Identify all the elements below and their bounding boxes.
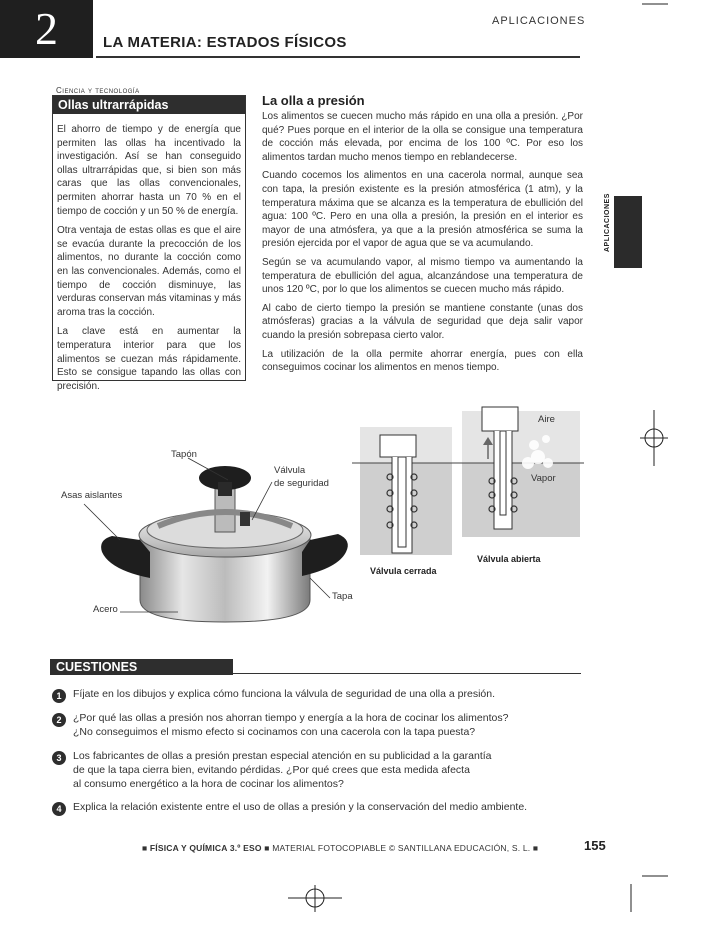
box-paragraph: La clave está en aumentar la temperatura interior para que los alimentos se cuezan más rápidamente. Esto se consigue tapando las ollas con precisión. [57,326,241,392]
question-text: Los fabricantes de ollas a presión prestan especial atención en su publicidad a la garantía de que la tapa cierra bien, evitando pérdidas. ¿Por qué crees que esta medida afecta al consumo energético a la hora de cocinar los alimentos? [73,750,492,790]
label-valvula-cerrada: Válvula cerrada [370,566,437,576]
label-valvula-2: de seguridad [274,478,329,489]
label-tapa: Tapa [332,591,353,602]
label-valvula-abierta: Válvula abierta [477,554,541,564]
box-kicker: Ciencia y tecnología [56,86,140,95]
side-tab-label: APLICACIONES [604,193,611,252]
article-paragraph: La utilización de la olla permite ahorrar energía, pues con ella conseguimos cocinar los alimentos en menos tiempo. [262,348,583,374]
valve-diagrams [352,405,584,575]
label-asas: Asas aislantes [61,490,123,501]
questions-rule [233,673,581,674]
label-valvula: Válvula [274,465,306,476]
article-paragraph: Al cabo de cierto tiempo la presión se mantiene constante (unas dos atmósferas) gracias a la válvula de seguridad que deja salir vapor cuando la presión sobrepasa cierto valor. [262,302,583,341]
footer [142,843,538,853]
box-paragraph: Otra ventaja de estas ollas es que el aire se evacúa durante la precocción de los alimentos, no durante la cocción como en las convencionales. Además, como el tiempo de cocción disminuye, las verduras conservan más vitaminas y más aroma tras la cocción. [57,225,241,318]
questions-heading: CUESTIONES [50,659,233,675]
section-label: APLICACIONES [492,15,586,27]
question-text: Fíjate en los dibujos y explica cómo funciona la válvula de seguridad de una olla a presión. [73,688,496,700]
article-title: La olla a presión [262,93,365,108]
question-number: 2 [52,713,66,727]
question-text: ¿Por qué las ollas a presión nos ahorran tiempo y energía a la hora de cocinar los alimentos? ¿No conseguimos el mismo efecto si cocinamos con una cacerola con la tapa puesta? [73,712,509,738]
box-title: Ollas ultrarrápidas [53,96,245,114]
question-number: 4 [52,802,66,816]
footer-bullet: ■ [142,843,150,853]
footer-book: FÍSICA Y QUÍMICA 3.º ESO [149,843,262,853]
article-paragraph: Los alimentos se cuecen mucho más rápido en una olla a presión. ¿Por qué? Pues porque en el interior de la olla se consigue una temperatura de cocción más elevada, por encima de los 100 ºC. Por eso los alimentos tardan mucho menos tiempo en reblandecerse. [262,111,583,163]
label-vapor: Vapor [531,473,556,484]
label-aire: Aire [538,414,555,425]
question-number: 1 [52,689,66,703]
footer-copyright: MATERIAL FOTOCOPIABLE © SANTILLANA EDUCACIÓN, S. L. [272,843,531,853]
box-paragraph: El ahorro de tiempo y de energía que permiten las ollas ha incentivado la investigación. Así se han conseguido ollas ultrarrápidas que, si bien son más caras que las ollas convencionales, permiten ahorrar hasta un 70 % en el tiempo de cocción y un 50 % de energía. [57,124,241,217]
article-paragraph: Cuando cocemos los alimentos en una cacerola normal, aunque sea con tapa, la presión existente es la presión atmosférica (1 atm), y la temperatura máxima que se alcanza es la temperatura de ebullición del agua: 100 ºC. Pero en una olla a presión, la presión en el interior es mayor de una atmósfera, ya que a la presión atmosférica se suma la presión ejercida por el vapor de agua que se va acumulando. [262,170,583,250]
label-acero: Acero [93,604,118,615]
question-text: Explica la relación existente entre el uso de ollas a presión y la conservación del medio ambiente. [73,801,528,813]
footer-bullet: ■ [530,843,539,853]
page-number: 155 [584,838,606,853]
chapter-title: LA MATERIA: ESTADOS FÍSICOS [103,34,347,51]
label-tapon: Tapón [171,449,197,460]
article-paragraph: Según se va acumulando vapor, al mismo tiempo va aumentando la temperatura de ebullición del agua, alcanzándose una temperatura de unos 120 ºC, por lo que los alimentos se cuecen mucho más rápido. [262,256,583,296]
question-number: 3 [52,751,66,765]
chapter-number: 2 [0,0,93,58]
footer-bullet: ■ [261,843,273,853]
